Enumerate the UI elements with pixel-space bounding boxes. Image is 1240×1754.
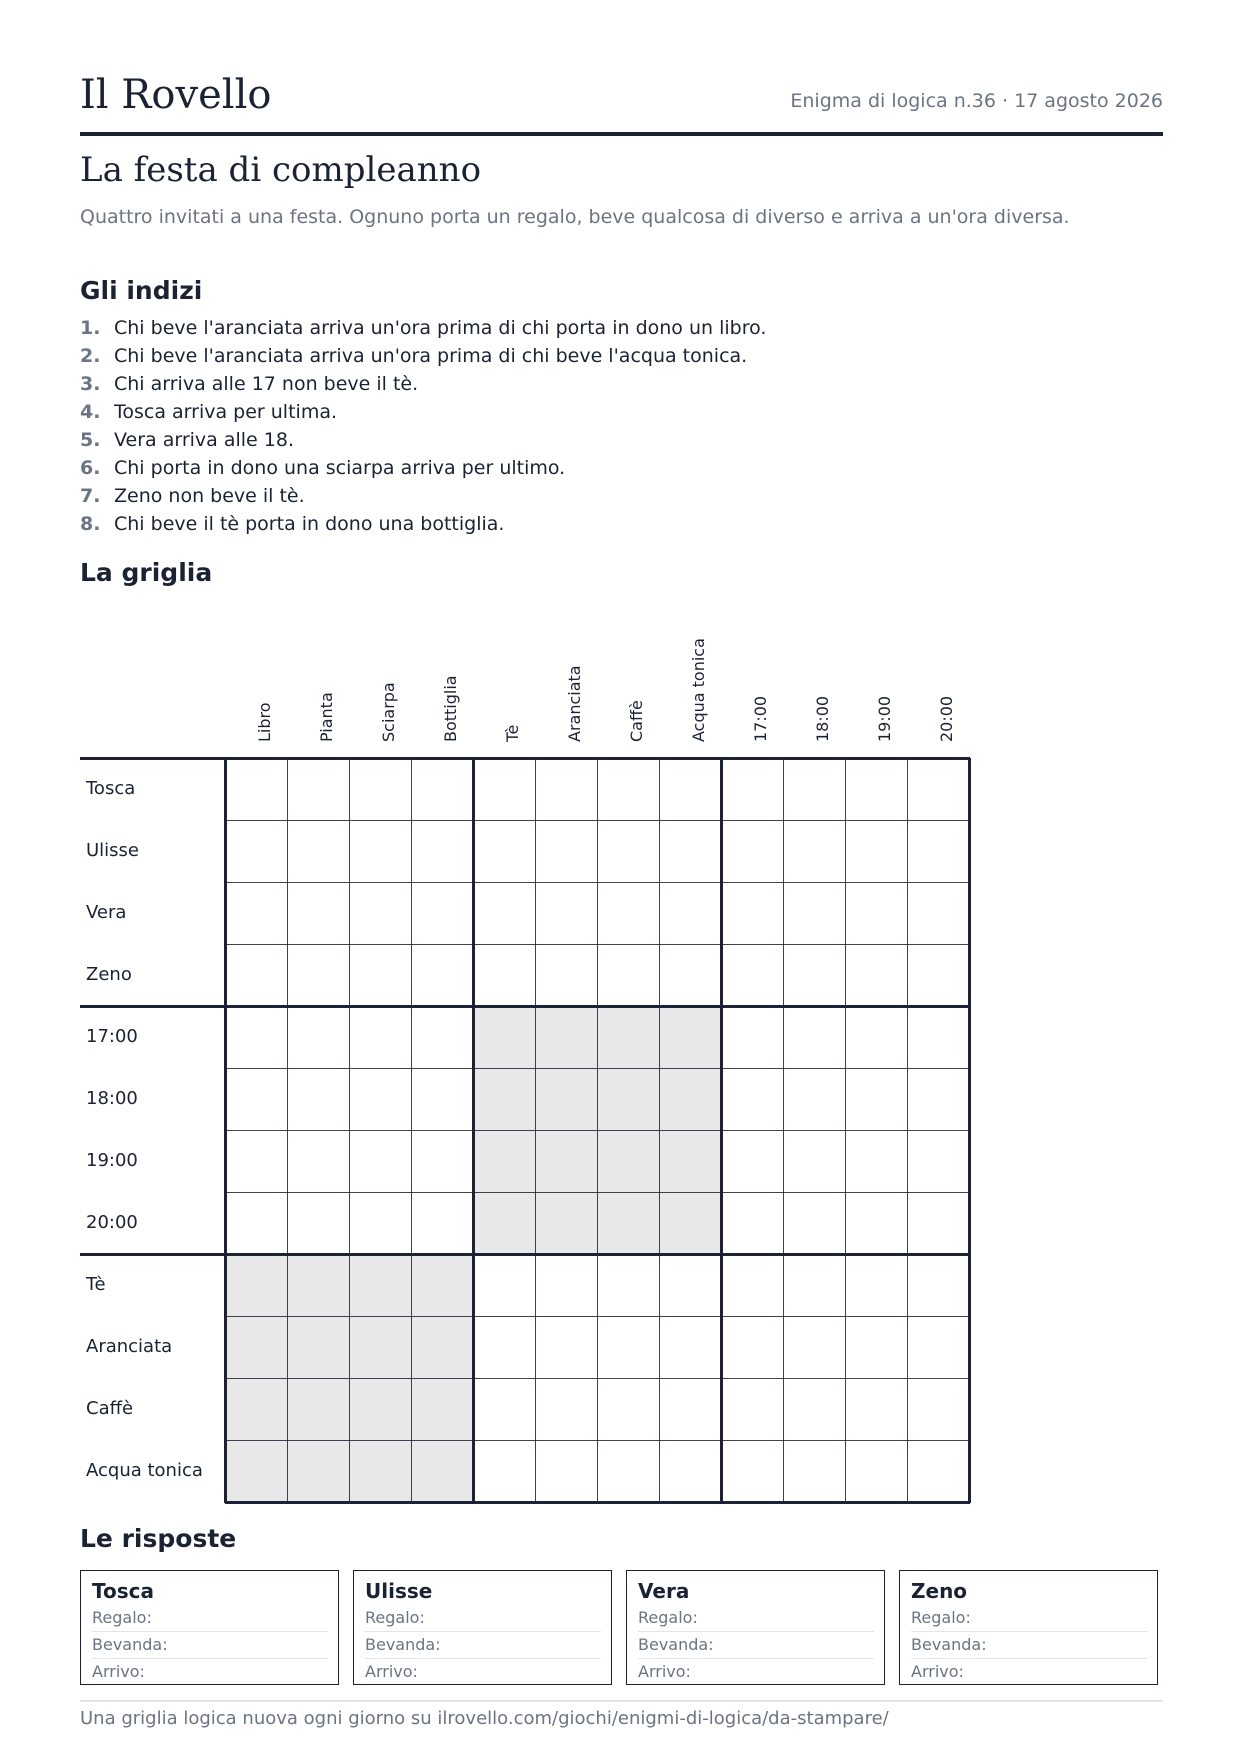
column-header (597, 620, 659, 750)
arrival-field[interactable]: Arrivo: (911, 1662, 964, 1681)
answer-card-name: Tosca (92, 1579, 154, 1603)
grid-cell[interactable] (287, 1068, 349, 1130)
arrival-field[interactable]: Arrivo: (638, 1662, 691, 1681)
clue-number: 2. (80, 345, 101, 367)
clue-text: Tosca arriva per ultima. (114, 401, 338, 423)
grid-cell[interactable] (721, 882, 783, 944)
row-header: 20:00 (86, 1212, 138, 1233)
grid-line (80, 757, 970, 760)
row-header: Zeno (86, 964, 132, 985)
row-header: Caffè (86, 1398, 134, 1419)
grid-cell-blocked (411, 1254, 473, 1316)
grid-cell[interactable] (535, 944, 597, 1006)
answer-card-name: Ulisse (365, 1579, 433, 1603)
row-header: Vera (86, 902, 127, 923)
grid-cell[interactable] (535, 882, 597, 944)
grid-cell[interactable] (411, 820, 473, 882)
grid-cell[interactable] (349, 882, 411, 944)
grid-cell[interactable] (473, 882, 535, 944)
grid-cell[interactable] (597, 820, 659, 882)
row-header: Tosca (86, 778, 136, 799)
clue-text: Chi beve l'aranciata arriva un'ora prima di chi porta in dono un libro. (114, 317, 767, 339)
grid-cell-blocked (225, 1316, 287, 1378)
grid-cell[interactable] (721, 820, 783, 882)
grid-cell-blocked (225, 1440, 287, 1502)
answer-card-vera (626, 1570, 885, 1685)
grid-cell[interactable] (473, 758, 535, 820)
grid-cell-blocked (349, 1316, 411, 1378)
row-header: 17:00 (86, 1026, 138, 1047)
grid-cell-blocked (473, 1068, 535, 1130)
grid-cell-blocked (659, 1130, 721, 1192)
grid-heading: La griglia (80, 558, 213, 587)
clue-number: 5. (80, 429, 101, 451)
column-header (845, 620, 907, 750)
column-header-label: Libro (255, 702, 274, 742)
grid-cell[interactable] (721, 944, 783, 1006)
column-header (783, 620, 845, 750)
grid-cell[interactable] (225, 1006, 287, 1068)
grid-cell[interactable] (659, 882, 721, 944)
column-header-label: 20:00 (937, 695, 956, 742)
grid-cell[interactable] (597, 758, 659, 820)
clue-text: Chi beve l'aranciata arriva un'ora prima di chi beve l'acqua tonica. (114, 345, 748, 367)
gift-field[interactable]: Regalo: (911, 1605, 1147, 1632)
column-header (535, 620, 597, 750)
grid-cell[interactable] (907, 882, 969, 944)
clue-number: 6. (80, 457, 101, 479)
grid-cell-blocked (473, 1192, 535, 1254)
grid-cell[interactable] (659, 758, 721, 820)
grid-line (80, 1005, 970, 1008)
answer-card-name: Zeno (911, 1579, 968, 1603)
column-header-label: 17:00 (751, 695, 770, 742)
gift-field[interactable]: Regalo: (638, 1605, 874, 1632)
clue-number: 3. (80, 373, 101, 395)
grid-cell[interactable] (411, 1130, 473, 1192)
puzzle-intro: Quattro invitati a una festa. Ognuno porta un regalo, beve qualcosa di diverso e arriva a un'ora diversa. (80, 206, 1070, 228)
grid-cell-blocked (349, 1440, 411, 1502)
clue-item (80, 510, 766, 538)
grid-line (845, 758, 846, 1503)
grid-cell-blocked (411, 1316, 473, 1378)
grid-line (349, 758, 350, 1503)
grid-cell-blocked (535, 1006, 597, 1068)
grid-cell[interactable] (783, 820, 845, 882)
column-header-label: 19:00 (875, 695, 894, 742)
grid-cell[interactable] (349, 1068, 411, 1130)
grid-cell[interactable] (411, 1006, 473, 1068)
grid-cell[interactable] (287, 1130, 349, 1192)
grid-cell[interactable] (597, 944, 659, 1006)
clue-item (80, 426, 766, 454)
column-header-label: 18:00 (813, 695, 832, 742)
grid-cell[interactable] (659, 944, 721, 1006)
grid-cell[interactable] (349, 1130, 411, 1192)
grid-cell[interactable] (535, 820, 597, 882)
clues-list (80, 314, 766, 538)
grid-cell-blocked (597, 1006, 659, 1068)
grid-line (720, 758, 723, 1503)
column-header-label: Acqua tonica (689, 638, 708, 742)
grid-cell[interactable] (783, 882, 845, 944)
grid-cell[interactable] (535, 758, 597, 820)
grid-cell-blocked (411, 1378, 473, 1440)
footer-note: Una griglia logica nuova ogni giorno su ilrovello.com/giochi/enigmi-di-logica/da-stampare/ (80, 1700, 1163, 1729)
grid-cell-blocked (225, 1254, 287, 1316)
grid-cell[interactable] (721, 758, 783, 820)
clue-item (80, 370, 766, 398)
grid-line (224, 758, 227, 1503)
clue-item (80, 482, 766, 510)
grid-cell[interactable] (845, 820, 907, 882)
row-header: Ulisse (86, 840, 140, 861)
grid-cell[interactable] (287, 944, 349, 1006)
answer-card-tosca (80, 1570, 339, 1685)
row-header: Aranciata (86, 1336, 173, 1357)
clue-text: Chi arriva alle 17 non beve il tè. (114, 373, 419, 395)
column-header (287, 620, 349, 750)
grid-cell[interactable] (287, 1192, 349, 1254)
clue-text: Zeno non beve il tè. (114, 485, 305, 507)
column-header-label: Sciarpa (379, 682, 398, 742)
grid-cell[interactable] (411, 944, 473, 1006)
answers-row (80, 1570, 1163, 1685)
clue-number: 8. (80, 513, 101, 535)
grid-cell-blocked (597, 1192, 659, 1254)
grid-cell-blocked (659, 1006, 721, 1068)
grid-cell[interactable] (349, 1192, 411, 1254)
grid-cell[interactable] (349, 944, 411, 1006)
grid-line (80, 1253, 970, 1256)
clue-text: Vera arriva alle 18. (114, 429, 294, 451)
logic-grid (80, 620, 980, 1506)
grid-line (597, 758, 598, 1503)
grid-cell-blocked (473, 1006, 535, 1068)
grid-cell[interactable] (287, 882, 349, 944)
grid-line (907, 758, 908, 1503)
gift-field[interactable]: Regalo: (365, 1605, 601, 1632)
grid-cell[interactable] (225, 758, 287, 820)
grid-line (659, 758, 660, 1503)
clue-text: Chi beve il tè porta in dono una bottiglia. (114, 513, 505, 535)
column-header-label: Pianta (317, 692, 336, 742)
grid-cell[interactable] (411, 758, 473, 820)
column-header-label: Bottiglia (441, 675, 460, 742)
column-header-label: Tè (503, 724, 522, 742)
clue-item (80, 398, 766, 426)
brand-title: Il Rovello (80, 72, 272, 118)
row-header: Acqua tonica (86, 1460, 203, 1481)
grid-cell[interactable] (845, 944, 907, 1006)
row-header: Tè (86, 1274, 106, 1295)
grid-cell[interactable] (907, 820, 969, 882)
grid-cell-blocked (597, 1130, 659, 1192)
grid-cell[interactable] (845, 882, 907, 944)
grid-cell[interactable] (225, 1192, 287, 1254)
answers-heading: Le risposte (80, 1524, 237, 1553)
grid-cell-blocked (349, 1254, 411, 1316)
puzzle-title: La festa di compleanno (80, 150, 482, 190)
clues-heading: Gli indizi (80, 276, 203, 305)
row-header: 18:00 (86, 1088, 138, 1109)
grid-cell[interactable] (783, 758, 845, 820)
clue-number: 1. (80, 317, 101, 339)
column-header (225, 620, 287, 750)
grid-cell-blocked (597, 1068, 659, 1130)
column-header (907, 620, 969, 750)
grid-line (411, 758, 412, 1503)
grid-line (535, 758, 536, 1503)
grid-cell-blocked (287, 1316, 349, 1378)
grid-cell-blocked (473, 1130, 535, 1192)
grid-cell[interactable] (783, 944, 845, 1006)
drink-field[interactable]: Bevanda: (638, 1632, 874, 1659)
answer-card-zeno (899, 1570, 1158, 1685)
column-header-label: Aranciata (565, 665, 584, 742)
answer-card-name: Vera (638, 1579, 690, 1603)
grid-cell-blocked (349, 1378, 411, 1440)
grid-cell[interactable] (411, 1192, 473, 1254)
grid-cell[interactable] (473, 944, 535, 1006)
grid-cell-blocked (535, 1192, 597, 1254)
arrival-field[interactable]: Arrivo: (92, 1662, 145, 1681)
grid-cell[interactable] (907, 944, 969, 1006)
clue-item (80, 342, 766, 370)
arrival-field[interactable]: Arrivo: (365, 1662, 418, 1681)
grid-line (472, 758, 475, 1503)
grid-line (287, 758, 288, 1503)
grid-cell-blocked (411, 1440, 473, 1502)
clue-text: Chi porta in dono una sciarpa arriva per ultimo. (114, 457, 566, 479)
drink-field[interactable]: Bevanda: (911, 1632, 1147, 1659)
issue-info: Enigma di logica n.36 · 17 agosto 2026 (790, 90, 1163, 112)
grid-cell[interactable] (225, 882, 287, 944)
grid-cell[interactable] (287, 820, 349, 882)
column-header (659, 620, 721, 750)
grid-cell[interactable] (287, 758, 349, 820)
grid-cell[interactable] (287, 1006, 349, 1068)
grid-cell[interactable] (225, 820, 287, 882)
grid-cell[interactable] (225, 944, 287, 1006)
grid-cell-blocked (535, 1068, 597, 1130)
answer-card-ulisse (353, 1570, 612, 1685)
grid-cell[interactable] (225, 1130, 287, 1192)
grid-cell[interactable] (411, 1068, 473, 1130)
grid-cell[interactable] (659, 820, 721, 882)
grid-cell[interactable] (225, 1068, 287, 1130)
grid-cell[interactable] (349, 820, 411, 882)
grid-cell[interactable] (473, 820, 535, 882)
column-header (349, 620, 411, 750)
column-header-label: Caffè (627, 700, 646, 742)
grid-cell[interactable] (411, 882, 473, 944)
clue-number: 7. (80, 485, 101, 507)
column-header (411, 620, 473, 750)
grid-cell-blocked (535, 1130, 597, 1192)
grid-cell[interactable] (349, 758, 411, 820)
grid-cell[interactable] (349, 1006, 411, 1068)
grid-line (783, 758, 784, 1503)
grid-line (968, 758, 971, 1503)
grid-cell-blocked (659, 1068, 721, 1130)
gift-field[interactable]: Regalo: (92, 1605, 328, 1632)
grid-cell[interactable] (845, 758, 907, 820)
drink-field[interactable]: Bevanda: (92, 1632, 328, 1659)
grid-cell[interactable] (597, 882, 659, 944)
grid-cell-blocked (225, 1378, 287, 1440)
column-header (721, 620, 783, 750)
grid-cell-blocked (659, 1192, 721, 1254)
grid-cell[interactable] (907, 758, 969, 820)
grid-cell-blocked (287, 1378, 349, 1440)
clue-number: 4. (80, 401, 101, 423)
clue-item (80, 454, 766, 482)
clue-item (80, 314, 766, 342)
row-header: 19:00 (86, 1150, 138, 1171)
drink-field[interactable]: Bevanda: (365, 1632, 601, 1659)
grid-cell-blocked (287, 1254, 349, 1316)
column-header (473, 620, 535, 750)
grid-cell-blocked (287, 1440, 349, 1502)
masthead (80, 68, 1163, 136)
